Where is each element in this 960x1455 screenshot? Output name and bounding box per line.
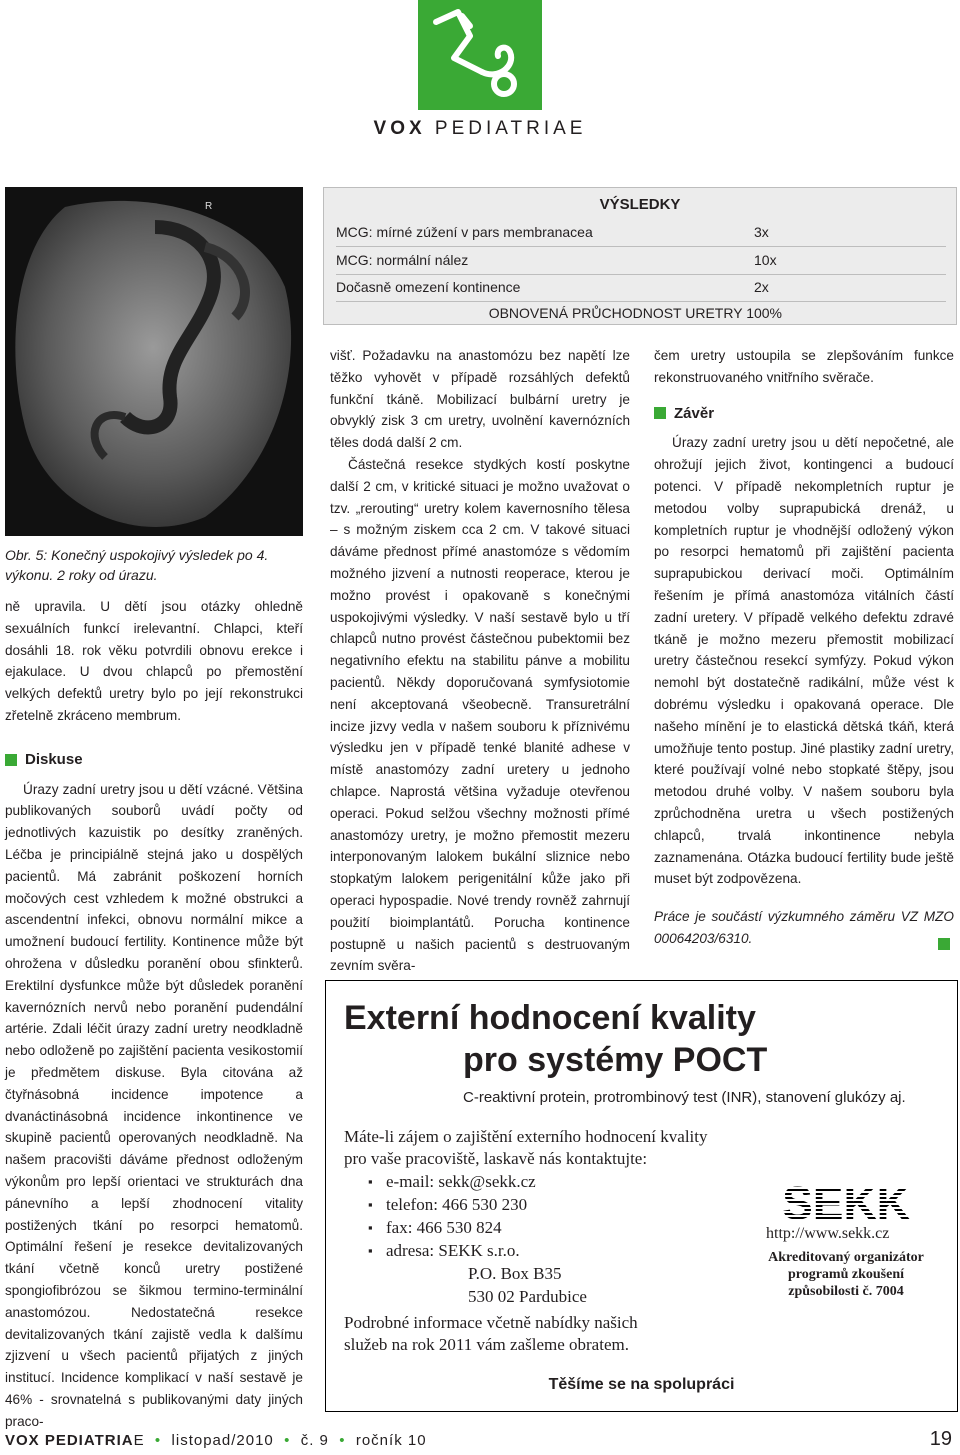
column-2 xyxy=(330,345,630,977)
sekk-logo-text: SEKK xyxy=(782,1177,910,1225)
ad-address-continued xyxy=(468,1262,587,1308)
xray-image xyxy=(5,187,303,536)
contact-email[interactable]: ▪ e-mail: sekk@sekk.cz xyxy=(386,1170,536,1193)
ad-thanks: Těšíme se na spolupráci xyxy=(548,1376,735,1393)
xray-illustration xyxy=(5,187,303,536)
paragraph: Úrazy zadní uretry jsou u dětí nepočetné, ale ohrožují jejich život, kontingenci a budoucí potenci. V případě nekompletních ruptur je metodou volby suprapubická drenáž, u kompletních ruptur je vhodnější odložený výkon po resorpci hematomů při zajištění pacienta suprapubickou derivací moči. Optimálním řešením je přímá anastomóza vitálních částí zadní uretery. V případě velkého defektu zdravé tkáně je možno mezeru přemostit mobilizací uretry částečnou resekcí symfýzy. Pokud výkon nemohl být dostatečně radikální, může vést k dobrému výsledku i opakovaná operace. Dle našeho mínění je to elastická dětská tkáň, která umožňuje tento postup. Jiné plastiky zadní uretry, které používají volné nebo stopkaté štěpy, jsou metodou druhé volby. V našem souboru byla zprůchodněna uretra u všech postižených chlapců, trvalá inkontinence nebyla zaznamenána. Otázka budoucí fertility bude ještě muset být zodpovězena. xyxy=(654,435,954,887)
ad-title-line1: Externí hodnocení kvality xyxy=(344,999,756,1037)
row-value: 3x xyxy=(754,224,769,240)
sekk-advertisement xyxy=(325,980,958,1412)
footer-number: č. 9 xyxy=(300,1432,329,1449)
contact-fax: ▪ fax: 466 530 824 xyxy=(386,1216,536,1239)
ad-intro xyxy=(344,1126,708,1170)
separator-dot-icon: • xyxy=(334,1432,351,1449)
footer-volume: ročník 10 xyxy=(355,1432,427,1449)
results-summary: OBNOVENÁ PRŮCHODNOST URETRY 100% xyxy=(488,305,782,321)
brand-bold: VOX xyxy=(373,118,426,139)
address-line: P.O. Box B35 xyxy=(468,1264,562,1283)
heading-text: Diskuse xyxy=(25,750,83,768)
page-number: 19 xyxy=(929,1428,952,1450)
paragraph: Částečná resekce stydkých kostí poskytne další 2 cm, v kritické situaci je možno uvažovat o tzv. „rerouting“ uretry kolem kavernosního tělesa – s možným ziskem cca 2 cm. V takové situaci dáváme přednost přímé anastomóze s vědomím možného jizvení a nutnosti reoperace, kterou je možno provést i opakovaně s konečnými uspokojivými výsledky. V naší sestavě bylo u tří chlapců nutno provést částečnou pubektomii bez negativního efektu na stabilitu pánve a mobilitu pacientů. Někdy doporučovaná symfysiotomie není akceptovaná všeobecně. Transuretrální incize jizvy vedla v našem souboru k příznivému výsledku jen v případě tenké blanité adhese v místě anastomózy zadní uretery u jednoho chlapce. Naprostá většina vyžaduje otevřenou operaci. Pokud selžou všechny možnosti přímé anastomózy uretry, je možno přemostit mezeru interponovaným lalokem bukální sliznice nebo stopkatým lalokem perigenitální kůže jako při operaci hypospadie. Nové trendy rovněž zahrnují použití bioimplantátů. Porucha kontinence postupně u našich pacientů s destruovaným zevním svěra- xyxy=(330,456,630,974)
ad-url[interactable]: http://www.sekk.cz xyxy=(766,1225,890,1242)
paragraph: ně upravila. U dětí jsou otázky ohledně sexuálních funkcí irelevantní. Chlapci, kteří dosáhli 18. rok věku potvrdili obnovu erekce i ejakulace. U dvou chlapců po přemostění velkých defektů uretry bylo po její rekonstrukci zřetelně zkráceno membrum. xyxy=(5,599,303,723)
row-label: Dočasně omezení kontinence xyxy=(336,279,521,295)
more-info-line: služeb na rok 2011 vám zašleme obratem. xyxy=(344,1335,629,1354)
table-row xyxy=(336,219,946,247)
footer-brand-e: E xyxy=(133,1432,145,1449)
ad-accreditation xyxy=(756,1249,936,1300)
accreditation-line: programů zkoušení xyxy=(787,1267,905,1282)
results-title: VÝSLEDKY xyxy=(599,196,681,213)
ad-subtitle: C-reaktivní protein, protrombinový test (INR), stanovení glukózy aj. xyxy=(463,1089,906,1106)
xray-label: R xyxy=(205,201,213,212)
row-label: MCG: mírné zúžení v pars membranacea xyxy=(336,224,593,240)
results-table xyxy=(323,187,957,325)
accreditation-line: Akreditovaný organizátor xyxy=(768,1250,924,1265)
figure-caption: Obr. 5: Konečný uspokojivý výsledek po 4. výkonu. 2 roky od úrazu. xyxy=(5,547,269,583)
row-value: 2x xyxy=(754,279,769,295)
footer-brand: VOX PEDIATRIA xyxy=(5,1432,134,1449)
column-1 xyxy=(5,596,303,1432)
paragraph: Úrazy zadní uretry jsou u dětí vzácné. Většina publikovaných souborů uvádí počty od jednotlivých kazuistik po desítky zraněných. Léčba je principiálně stejná jako u dospělých pacientů. Má zabránit poškození horních močových cest vzhledem k možné obstrukci a ascendentní infekci, obnovu normální mikce a umožnení budoucí fertility. Kontinence může být ohrožena v důsledku poranění obou sfinkterů. Erektilní dysfunkce může být důsledek poranění kavernózních nervů nebo poranění pudendální artérie. Zdali léčit úrazy zadní uretry neodkladně nebo odloženě po zajištění pacienta vesikostomií je předmětem diskuse. Byla citována až čtyřnásobná incidence impotence a dvanáctinásobná incidence inkontinence ve skupině pacientů operovaných neodkladně. Na našem pracovišti dáváme přednost odloženým výkonům pro lepší orientaci ve strukturách dna pánevního a lepší zhodnocení vitality postižených tkání po resorpci hematomů. Optimální řešení je resekce devitalizovaných tkání včetně konců uretry postižené spongiofibrózou se šikmou termino-terminální anastomózou. Nedostatečná resekce devitalizovaných tkání zajistě vedla k dalšímu zjizvení u všech pacientů přijatých z jiných institucí. Incidence komplikací v naší sestavě je 46% - srovnatelná s publikovanými daty jiných praco- xyxy=(5,781,303,1429)
ad-title-line2: pro systémy POCT xyxy=(463,1041,768,1079)
address-line: 530 02 Pardubice xyxy=(468,1287,587,1306)
section-heading-diskuse xyxy=(5,749,303,771)
contact-address: ▪ adresa: SEKK s.r.o. xyxy=(386,1239,536,1262)
row-value: 10x xyxy=(754,252,777,268)
paragraph: čem uretry ustoupila se zlepšováním funkce rekonstruovaného vnitřního svěrače. xyxy=(654,348,954,385)
heading-text: Závěr xyxy=(674,404,715,422)
journal-brand xyxy=(0,118,960,140)
row-label: MCG: normální nález xyxy=(336,252,469,268)
research-note: Práce je součástí výzkumného záměru VZ MZO 00064203/6310. xyxy=(654,909,954,946)
ad-intro-line: Máte-li zájem o zajištění externího hodnocení kvality xyxy=(344,1127,708,1146)
bullet-square-icon xyxy=(5,754,17,766)
page-footer xyxy=(5,1432,427,1449)
paragraph: višť. Požadavku na anastomózu bez napětí lze těžko vyhovět v případě rozsáhlých defektů funkční tkáně. Mobilizací bulbární uretry je obvyklý zisk 3 cm uretry, uvolnění kavernózních těles dodá další 2 cm. xyxy=(330,348,630,451)
table-row xyxy=(336,274,946,302)
accreditation-line: způsobilosti č. 7004 xyxy=(788,1284,904,1299)
brand-rest: PEDIATRIAE xyxy=(434,118,587,139)
contact-phone: ▪ telefon: 466 530 230 xyxy=(386,1193,536,1216)
ad-more-info xyxy=(344,1312,638,1356)
more-info-line: Podrobné informace včetně nabídky našich xyxy=(344,1313,638,1332)
sekk-logo xyxy=(776,1177,916,1225)
separator-dot-icon: • xyxy=(149,1432,167,1449)
separator-dot-icon: • xyxy=(278,1432,296,1449)
journal-logo xyxy=(418,0,542,110)
end-mark-icon xyxy=(938,938,950,950)
footer-issue: listopad/2010 xyxy=(171,1432,274,1449)
ad-contact-list xyxy=(386,1170,536,1262)
section-heading-zaver xyxy=(654,403,954,425)
table-row xyxy=(336,247,946,275)
column-3 xyxy=(654,345,954,950)
stethoscope-icon xyxy=(418,0,542,110)
ad-intro-line: pro vaše pracoviště, laskavě nás kontaktujte: xyxy=(344,1149,648,1168)
bullet-square-icon xyxy=(654,407,666,419)
